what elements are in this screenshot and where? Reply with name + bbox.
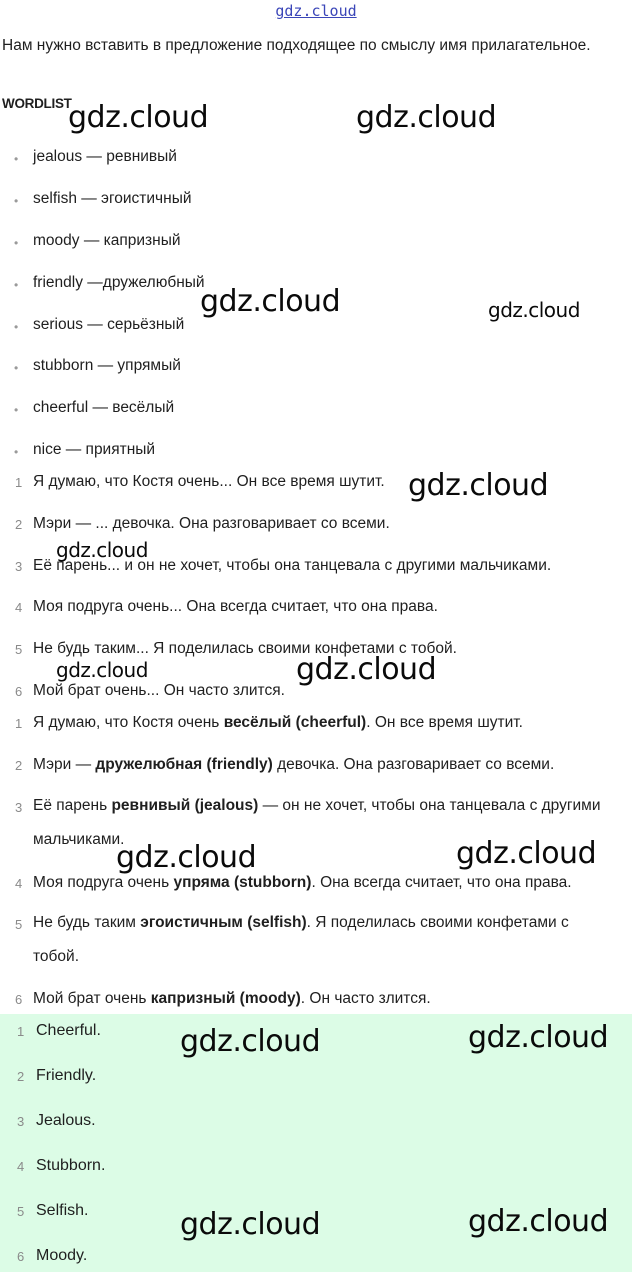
answer-pre: Моя подруга очень <box>33 874 174 891</box>
watermark: gdz.cloud <box>468 1204 609 1239</box>
bullet-icon: • <box>14 320 19 334</box>
short-answer-number: 5 <box>17 1204 25 1219</box>
exercise-number: 2 <box>15 517 23 532</box>
watermark: gdz.cloud <box>56 658 148 682</box>
short-answer: Moody. <box>36 1247 88 1264</box>
watermark: gdz.cloud <box>456 836 597 871</box>
exercise-item: Не будь таким... Я поделилась своими конфетами с тобой. <box>33 640 457 657</box>
answer-pre: Мой брат очень <box>33 990 151 1007</box>
bullet-icon: • <box>14 152 19 166</box>
answer-bold: весёлый (cheerful) <box>223 714 367 731</box>
answer-number: 3 <box>15 800 23 815</box>
exercise-item: Её парень... и он не хочет, чтобы она танцевала с другими мальчиками. <box>33 557 552 574</box>
answer-number: 4 <box>15 876 23 891</box>
watermark: gdz.cloud <box>408 468 549 503</box>
exercise-item: Моя подруга очень... Она всегда считает, что она права. <box>33 598 438 615</box>
watermark: gdz.cloud <box>296 652 437 687</box>
watermark: gdz.cloud <box>200 284 341 319</box>
answer-pre: Я думаю, что Костя очень <box>33 714 224 731</box>
short-answer-number: 1 <box>17 1024 25 1039</box>
answer-item <box>33 990 431 1008</box>
answer-number: 6 <box>15 992 23 1007</box>
bullet-icon: • <box>14 194 19 208</box>
answer-pre: Мэри — <box>33 756 96 773</box>
answer-post: — он не хочет, чтобы она танцевала с другими мальчиками. <box>33 797 601 848</box>
answer-item <box>33 756 554 774</box>
exercise-number: 6 <box>15 684 23 699</box>
bullet-icon: • <box>14 445 19 459</box>
watermark: gdz.cloud <box>468 1020 609 1055</box>
answer-post: . Он часто злится. <box>300 990 431 1007</box>
answer-pre: Её парень <box>33 797 112 814</box>
wordlist-item: cheerful — весёлый <box>33 399 175 416</box>
short-answer: Selfish. <box>36 1202 89 1219</box>
exercise-number: 4 <box>15 600 23 615</box>
wordlist-item: jealous — ревнивый <box>33 148 177 165</box>
intro-text: Нам нужно вставить в предложение подходящее по смыслу имя прилагательное. <box>2 37 591 54</box>
exercise-number: 1 <box>15 475 23 490</box>
wordlist-item: stubborn — упрямый <box>33 357 181 374</box>
answer-post: . Я поделилась своими конфетами с тобой. <box>33 914 569 965</box>
short-answer-number: 2 <box>17 1069 25 1084</box>
site-mark-link[interactable]: gdz.cloud <box>275 2 357 20</box>
watermark: gdz.cloud <box>356 100 497 135</box>
answer-item <box>33 874 572 892</box>
answer-bold: эгоистичным (selfish) <box>140 914 307 931</box>
answer-post: . Она всегда считает, что она права. <box>311 874 572 891</box>
wordlist-item: nice — приятный <box>33 441 156 458</box>
wordlist-title: WORDLIST <box>2 96 72 111</box>
answer-bold: дружелюбная (friendly) <box>95 756 273 773</box>
wordlist-item: serious — серьёзный <box>33 316 185 333</box>
short-answer: Friendly. <box>36 1067 97 1084</box>
short-answer: Jealous. <box>36 1112 96 1129</box>
answer-post: . Он все время шутит. <box>366 714 523 731</box>
watermark: gdz.cloud <box>180 1207 321 1242</box>
answer-item <box>33 714 523 732</box>
exercise-item: Мэри — ... девочка. Она разговаривает со всеми. <box>33 515 390 532</box>
short-answer-number: 4 <box>17 1159 25 1174</box>
short-answer: Stubborn. <box>36 1157 106 1174</box>
exercise-number: 5 <box>15 642 23 657</box>
watermark: gdz.cloud <box>56 538 148 562</box>
watermark: gdz.cloud <box>488 298 580 322</box>
answer-pre: Не будь таким <box>33 914 141 931</box>
answer-number: 1 <box>15 716 23 731</box>
wordlist-item: friendly —дружелюбный <box>33 274 205 291</box>
watermark: gdz.cloud <box>116 840 257 875</box>
short-answer-number: 3 <box>17 1114 25 1129</box>
wordlist-item: moody — капризный <box>33 232 181 249</box>
bullet-icon: • <box>14 236 19 250</box>
watermark: gdz.cloud <box>180 1024 321 1059</box>
answer-number: 2 <box>15 758 23 773</box>
bullet-icon: • <box>14 361 19 375</box>
answer-bold: упряма (stubborn) <box>173 874 312 891</box>
answer-item <box>33 906 618 974</box>
exercise-number: 3 <box>15 559 23 574</box>
exercise-item: Мой брат очень... Он часто злится. <box>33 682 285 699</box>
answer-bold: капризный (moody) <box>150 990 301 1007</box>
bullet-icon: • <box>14 278 19 292</box>
answer-number: 5 <box>15 917 23 932</box>
answer-bold: ревнивый (jealous) <box>111 797 259 814</box>
short-answer-number: 6 <box>17 1249 25 1264</box>
short-answer: Cheerful. <box>36 1022 101 1039</box>
bullet-icon: • <box>14 403 19 417</box>
answer-post: девочка. Она разговаривает со всеми. <box>272 756 555 773</box>
wordlist-item: selfish — эгоистичный <box>33 190 192 207</box>
exercise-item: Я думаю, что Костя очень... Он все время шутит. <box>33 473 385 490</box>
watermark: gdz.cloud <box>68 100 209 135</box>
